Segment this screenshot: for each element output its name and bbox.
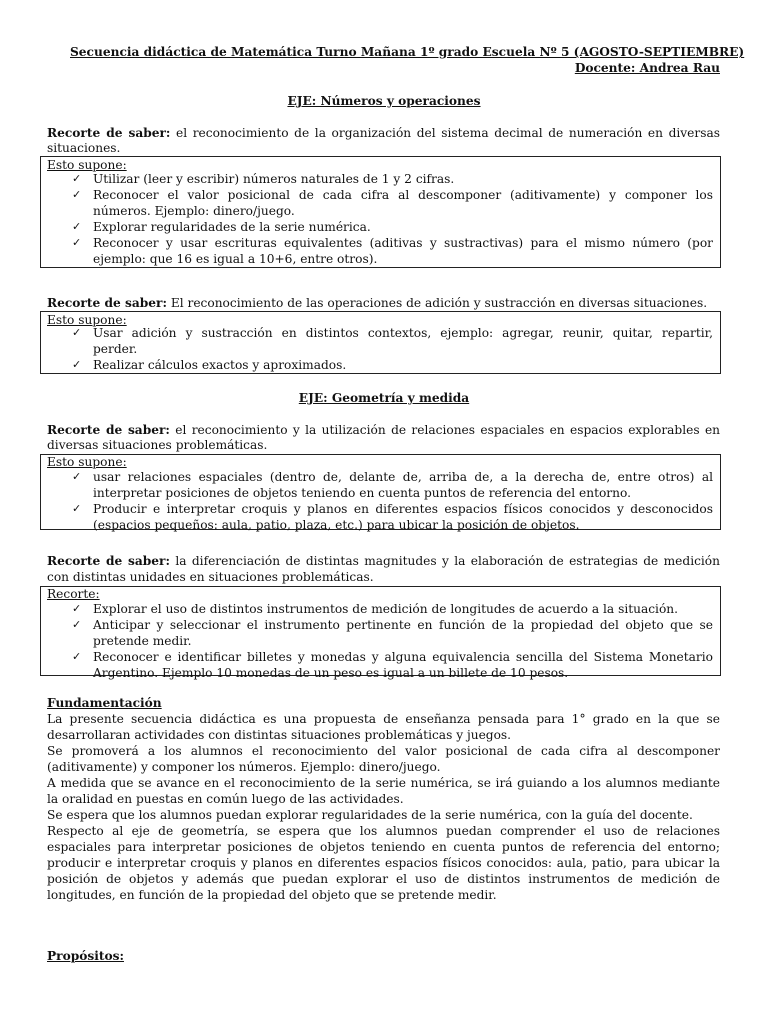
checkmark-icon: ✓ — [72, 358, 82, 371]
paragraph-line: Se promoverá a los alumnos el reconocimiento del valor posicional de cada cifra al descomponer — [47, 744, 720, 758]
checkmark-icon: ✓ — [72, 602, 82, 615]
list-item: perder. — [93, 342, 138, 356]
checkmark-icon: ✓ — [72, 236, 82, 249]
recorte-text: El reconocimiento de las operaciones de adición y sustracción en diversas situaciones. — [166, 296, 708, 310]
paragraph-line: Respecto al eje de geometría, se espera que los alumnos puedan comprender el uso de relaciones — [47, 824, 720, 838]
recorte-text: el reconocimiento de la organización del sistema decimal de numeración en diversas — [170, 126, 720, 140]
fundamentacion-title: Fundamentación — [47, 696, 162, 710]
paragraph-line: desarrollaran actividades con distintas situaciones problemáticas y juegos. — [47, 728, 512, 742]
box-label: Esto supone: — [47, 313, 127, 327]
recorte-label: Recorte de saber: — [47, 126, 171, 140]
list-item: Utilizar (leer y escribir) números naturales de 1 y 2 cifras. — [93, 172, 455, 186]
list-item: interpretar posiciones de objetos teniendo en cuenta puntos de referencia del entorno. — [93, 486, 631, 500]
list-item: números. Ejemplo: dinero/juego. — [93, 204, 295, 218]
recorte-magnitudes-line2: con distintas unidades en situaciones problemáticas. — [47, 570, 374, 584]
box-label: Esto supone: — [47, 158, 127, 172]
recorte-numeracion-line2: situaciones. — [47, 141, 121, 155]
list-item: Producir e interpretar croquis y planos en diferentes espacios físicos conocidos y desconocidos — [93, 502, 713, 516]
recorte-label: Recorte de saber: — [47, 554, 170, 568]
paragraph-line: (aditivamente) y componer los números. Ejemplo: dinero/juego. — [47, 760, 441, 774]
recorte-text: el reconocimiento y la utilización de relaciones espaciales en espacios explorables en — [169, 423, 720, 437]
list-item: Explorar regularidades de la serie numérica. — [93, 220, 371, 234]
list-item: Reconocer e identificar billetes y monedas y alguna equivalencia sencilla del Sistema Monetario — [93, 650, 713, 664]
box-label: Esto supone: — [47, 455, 127, 469]
recorte-numeracion-line1 — [47, 125, 720, 141]
list-item: (espacios pequeños: aula, patio, plaza, etc.) para ubicar la posición de objetos. — [93, 518, 580, 532]
list-item: Explorar el uso de distintos instrumentos de medición de longitudes de acuerdo a la situación. — [93, 602, 679, 616]
paragraph-line: A medida que se avance en el reconocimiento de la serie numérica, se irá guiando a los alumnos mediante — [47, 776, 720, 790]
box-label: Recorte: — [47, 587, 100, 601]
paragraph-line: La presente secuencia didáctica es una propuesta de enseñanza pensada para 1° grado en la que se — [47, 712, 720, 726]
paragraph-line: producir e interpretar croquis y planos en diferentes espacios físicos conocidos: aula, patio, para ubicar la — [47, 856, 720, 870]
paragraph-line: Se espera que los alumnos puedan explorar regularidades de la serie numérica, con la guía del docente. — [47, 808, 693, 822]
list-item: usar relaciones espaciales (dentro de, delante de, arriba de, a la derecha de, entre otros) al — [93, 470, 713, 484]
paragraph-line: posición de objetos y además que puedan explorar el uso de distintos instrumentos de medición de — [47, 872, 720, 886]
list-item: Reconocer y usar escrituras equivalentes (aditivas y sustractivas) para el mismo número (por — [93, 236, 713, 250]
propositos-title: Propósitos: — [47, 949, 124, 963]
checkmark-icon: ✓ — [72, 618, 82, 631]
list-item: Reconocer el valor posicional de cada cifra al descomponer (aditivamente) y componer los — [93, 188, 713, 202]
recorte-magnitudes-line1 — [47, 553, 720, 569]
teacher-name: Docente: Andrea Rau — [574, 61, 720, 75]
list-item: Argentino. Ejemplo 10 monedas de un peso es igual a un billete de 10 pesos. — [93, 666, 569, 680]
recorte-label: Recorte de saber: — [47, 296, 167, 310]
eje-geometria-title: EJE: Geometría y medida — [298, 391, 470, 405]
checkmark-icon: ✓ — [72, 650, 82, 663]
recorte-espacial-line2: diversas situaciones problemáticas. — [47, 438, 268, 452]
checkmark-icon: ✓ — [72, 470, 82, 483]
checkmark-icon: ✓ — [72, 188, 82, 201]
list-item: Anticipar y seleccionar el instrumento pertinente en función de la propiedad del objeto que se — [93, 618, 713, 632]
checkmark-icon: ✓ — [72, 220, 82, 233]
list-item: Realizar cálculos exactos y aproximados. — [93, 358, 347, 372]
paragraph-line: longitudes, en función de la propiedad del objeto que se pretende medir. — [47, 888, 497, 902]
checkmark-icon: ✓ — [72, 326, 82, 339]
eje-numeros-title: EJE: Números y operaciones — [287, 94, 481, 108]
checkmark-icon: ✓ — [72, 502, 82, 515]
recorte-text: la diferenciación de distintas magnitudes y la elaboración de estrategias de medición — [169, 554, 720, 568]
recorte-operaciones-line1 — [47, 295, 707, 311]
checkmark-icon: ✓ — [72, 172, 82, 185]
paragraph-line: espaciales para interpretar posiciones de objetos teniendo en cuenta puntos de referencia del entorno; — [47, 840, 720, 854]
list-item: pretende medir. — [93, 634, 192, 648]
list-item: Usar adición y sustracción en distintos contextos, ejemplo: agregar, reunir, quitar, repartir, — [93, 326, 713, 340]
list-item: ejemplo: que 16 es igual a 10+6, entre otros). — [93, 252, 378, 266]
document-title: Secuencia didáctica de Matemática Turno Mañana 1º grado Escuela Nº 5 (AGOSTO-SEPTIEMBRE) — [70, 45, 745, 59]
recorte-label: Recorte de saber: — [47, 423, 170, 437]
paragraph-line: la oralidad en puestas en común luego de las actividades. — [47, 792, 404, 806]
recorte-espacial-line1 — [47, 422, 720, 438]
